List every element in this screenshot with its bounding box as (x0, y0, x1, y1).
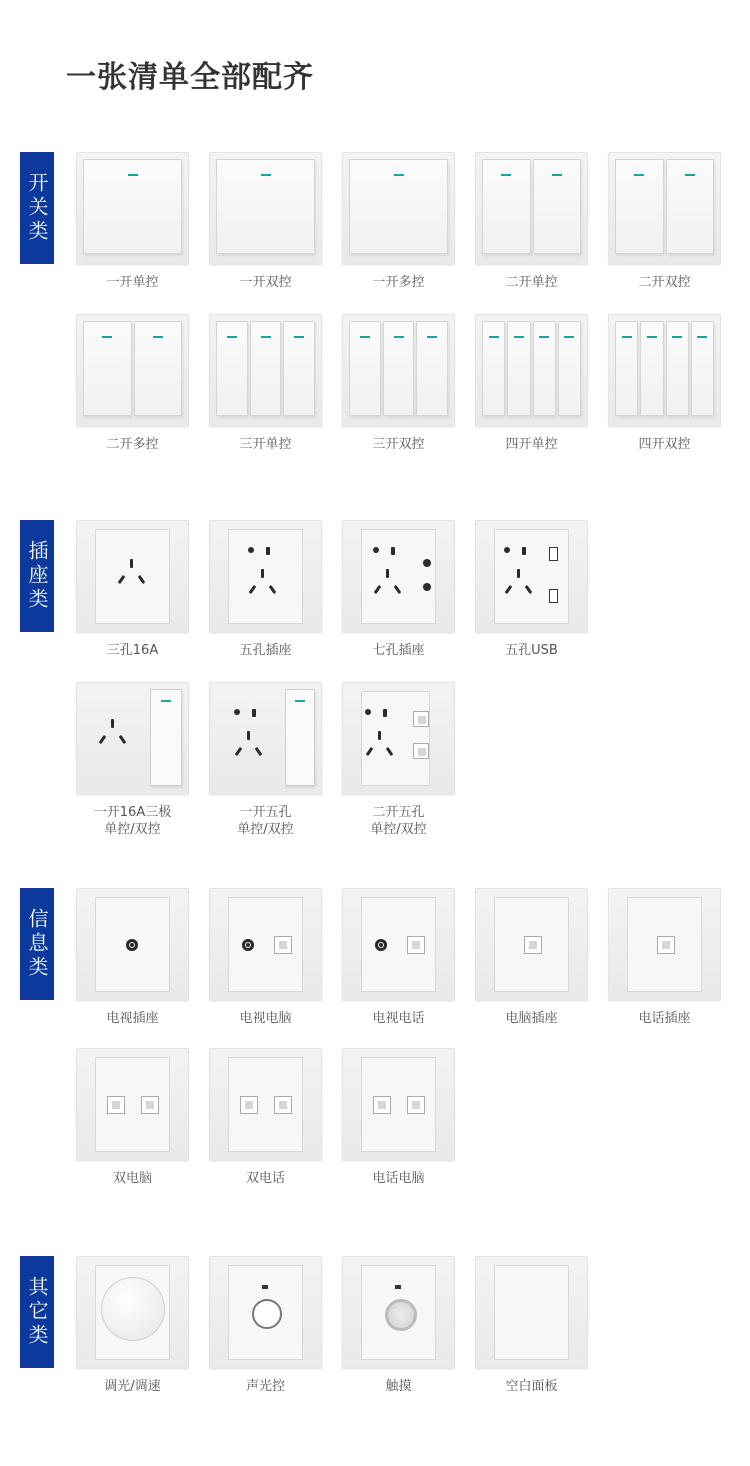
switches-item[interactable] (209, 152, 322, 291)
indicator-led (295, 700, 305, 702)
sockets-panel-image (209, 520, 322, 633)
phone-port (657, 936, 675, 954)
socket-hole (234, 709, 240, 715)
panel-frame (494, 1265, 569, 1360)
sockets-item[interactable] (209, 682, 322, 838)
sockets-item[interactable] (76, 520, 189, 659)
other-caption: 声光控 (245, 1379, 285, 1394)
sockets-panel-image (342, 520, 455, 633)
switch-key (383, 321, 415, 416)
info-panel-image (342, 1048, 455, 1161)
switch-key (666, 321, 689, 416)
sockets-item[interactable] (342, 682, 455, 838)
switches-panel-image (475, 314, 588, 427)
panel-frame (361, 691, 430, 786)
sockets-item[interactable] (475, 520, 588, 659)
switch-key (216, 321, 248, 416)
switches-item[interactable] (475, 152, 588, 291)
indicator-led (227, 336, 237, 338)
page-title: 一张清单全部配齐 (66, 60, 314, 95)
indicator-led (394, 174, 404, 176)
switch-key (482, 321, 505, 416)
sockets-item[interactable] (76, 682, 189, 838)
switches-item[interactable] (608, 314, 721, 453)
phone-port (240, 1096, 258, 1114)
switch-key (150, 689, 182, 786)
switch-keys (83, 321, 182, 416)
switch-keys (349, 321, 448, 416)
other-item[interactable] (342, 1256, 455, 1395)
network-port (107, 1096, 125, 1114)
switches-item[interactable] (342, 314, 455, 453)
indicator-led (672, 336, 682, 338)
sockets-caption: 一开五孔 单控/双控 (237, 805, 294, 837)
switch-key (349, 159, 448, 254)
switches-item[interactable] (608, 152, 721, 291)
socket-hole (383, 709, 387, 717)
switch-key (507, 321, 530, 416)
usb-port (549, 589, 558, 603)
switch-key (216, 159, 315, 254)
switch-key (691, 321, 714, 416)
other-caption: 调光/调速 (104, 1379, 161, 1394)
other-panel-image (209, 1256, 322, 1369)
panel-frame (361, 529, 436, 624)
indicator-led (489, 336, 499, 338)
indicator-led (261, 174, 271, 176)
info-caption: 电脑插座 (505, 1011, 558, 1026)
phone-port (274, 1096, 292, 1114)
info-item[interactable] (76, 1048, 189, 1187)
socket-hole (504, 547, 510, 553)
panel-frame (494, 529, 569, 624)
sockets-panel-image (76, 520, 189, 633)
socket-hole (235, 747, 243, 756)
sockets-caption: 一开16A三极 单控/双控 (93, 805, 172, 837)
indicator-led (501, 174, 511, 176)
switches-caption: 三开单控 (239, 437, 292, 452)
category-other: 其它类 (20, 1256, 54, 1368)
switch-key (482, 159, 531, 254)
tv-port (375, 939, 387, 951)
info-item[interactable] (209, 1048, 322, 1187)
socket-hole (423, 559, 431, 567)
switches-panel-image (76, 152, 189, 265)
socket-hole (111, 719, 114, 728)
switch-key (250, 321, 282, 416)
info-caption: 电视电脑 (239, 1011, 292, 1026)
switch-key (533, 321, 556, 416)
sockets-item[interactable] (342, 520, 455, 659)
sockets-panel-image (76, 682, 189, 795)
indicator-led (647, 336, 657, 338)
network-port (141, 1096, 159, 1114)
panel-frame (95, 529, 170, 624)
socket-hole (517, 569, 520, 578)
tv-port (126, 939, 138, 951)
indicator-led (128, 174, 138, 176)
info-panel-image (209, 888, 322, 1001)
indicator-led (395, 1285, 401, 1289)
switch-key (558, 321, 581, 416)
info-item[interactable] (342, 1048, 455, 1187)
switches-item[interactable] (342, 152, 455, 291)
indicator-led (161, 700, 171, 702)
info-item[interactable] (608, 888, 721, 1027)
switch-keys (615, 159, 714, 254)
touch-button (385, 1299, 417, 1331)
info-panel-image (608, 888, 721, 1001)
socket-hole (130, 559, 133, 568)
indicator-led (294, 336, 304, 338)
switches-caption: 二开双控 (638, 275, 691, 290)
switches-caption: 一开双控 (239, 275, 292, 290)
other-item[interactable] (475, 1256, 588, 1395)
indicator-led (427, 336, 437, 338)
sockets-caption: 五孔插座 (239, 643, 292, 658)
switches-panel-image (342, 314, 455, 427)
switch-key (283, 321, 315, 416)
socket-hole (423, 583, 431, 591)
socket-hole (252, 709, 256, 717)
phone-port (407, 936, 425, 954)
indicator-led (153, 336, 163, 338)
other-panel-image (475, 1256, 588, 1369)
indicator-led (360, 336, 370, 338)
other-caption: 触摸 (385, 1379, 412, 1394)
other-panel-image (76, 1256, 189, 1369)
sockets-caption: 五孔USB (505, 643, 558, 658)
info-panel-image (342, 888, 455, 1001)
indicator-led (394, 336, 404, 338)
socket-hole (99, 735, 107, 744)
switches-item[interactable] (76, 314, 189, 453)
indicator-led (514, 336, 524, 338)
switch-keys (482, 321, 581, 416)
switches-panel-image (76, 314, 189, 427)
switches-panel-image (475, 152, 588, 265)
switches-panel-image (608, 152, 721, 265)
info-panel-image (76, 1048, 189, 1161)
socket-hole (373, 547, 379, 553)
sockets-panel-image (475, 520, 588, 633)
category-switch: 开关类 (20, 152, 54, 264)
info-item[interactable] (342, 888, 455, 1027)
socket-hole (248, 547, 254, 553)
other-item[interactable] (209, 1256, 322, 1395)
sockets-panel-image (342, 682, 455, 795)
socket-hole (378, 731, 381, 740)
info-item[interactable] (209, 888, 322, 1027)
category-socket: 插座类 (20, 520, 54, 632)
info-item[interactable] (76, 888, 189, 1027)
network-port (524, 936, 542, 954)
switches-caption: 四开单控 (505, 437, 558, 452)
usb-port (549, 547, 558, 561)
switch-key (134, 321, 183, 416)
indicator-led (262, 1285, 268, 1289)
switch-key (349, 321, 381, 416)
info-caption: 电视插座 (106, 1011, 159, 1026)
socket-hole (365, 709, 371, 715)
info-caption: 电话插座 (638, 1011, 691, 1026)
network-port (407, 1096, 425, 1114)
socket-hole (266, 547, 270, 555)
switches-item[interactable] (209, 314, 322, 453)
other-panel-image (342, 1256, 455, 1369)
switch-keys (216, 159, 315, 254)
info-caption: 电话电脑 (372, 1171, 425, 1186)
switch-key (615, 159, 664, 254)
sound-sensor (252, 1299, 282, 1329)
switches-caption: 一开单控 (106, 275, 159, 290)
switches-panel-image (209, 314, 322, 427)
sockets-caption: 三孔16A (106, 643, 159, 658)
info-item[interactable] (475, 888, 588, 1027)
network-port (274, 936, 292, 954)
switch-key (416, 321, 448, 416)
info-caption: 电视电话 (372, 1011, 425, 1026)
info-caption: 双电话 (245, 1171, 285, 1186)
switch-keys (216, 321, 315, 416)
switch-keys (615, 321, 714, 416)
switches-caption: 三开双控 (372, 437, 425, 452)
switch-key (285, 689, 315, 786)
switches-caption: 一开多控 (372, 275, 425, 290)
switch-keys (83, 159, 182, 254)
switch-key (533, 159, 582, 254)
indicator-led (634, 174, 644, 176)
info-panel-image (209, 1048, 322, 1161)
panel-frame (228, 529, 303, 624)
category-info: 信息类 (20, 888, 54, 1000)
indicator-led (697, 336, 707, 338)
switch-keys (482, 159, 581, 254)
sockets-caption: 二开五孔 单控/双控 (370, 805, 427, 837)
sockets-panel-image (209, 682, 322, 795)
switches-caption: 四开双控 (638, 437, 691, 452)
other-caption: 空白面板 (505, 1379, 558, 1394)
switches-caption: 二开多控 (106, 437, 159, 452)
other-item[interactable] (76, 1256, 189, 1395)
socket-hole (261, 569, 264, 578)
info-panel-image (76, 888, 189, 1001)
switch-key (83, 159, 182, 254)
switch-key (413, 711, 429, 727)
socket-hole (247, 731, 250, 740)
switch-key (640, 321, 663, 416)
indicator-led (552, 174, 562, 176)
info-caption: 双电脑 (112, 1171, 152, 1186)
switch-key (83, 321, 132, 416)
phone-port (373, 1096, 391, 1114)
switch-keys (349, 159, 448, 254)
indicator-led (685, 174, 695, 176)
dimmer-knob (101, 1277, 165, 1341)
indicator-led (102, 336, 112, 338)
switch-key (666, 159, 715, 254)
indicator-led (564, 336, 574, 338)
indicator-led (539, 336, 549, 338)
switches-item[interactable] (475, 314, 588, 453)
info-panel-image (475, 888, 588, 1001)
switches-panel-image (608, 314, 721, 427)
socket-hole (386, 569, 389, 578)
switches-panel-image (209, 152, 322, 265)
indicator-led (622, 336, 632, 338)
socket-hole (255, 747, 263, 756)
socket-hole (119, 735, 127, 744)
socket-hole (391, 547, 395, 555)
switch-key (615, 321, 638, 416)
sockets-item[interactable] (209, 520, 322, 659)
sockets-caption: 七孔插座 (372, 643, 425, 658)
switches-caption: 二开单控 (505, 275, 558, 290)
tv-port (242, 939, 254, 951)
socket-hole (522, 547, 526, 555)
switches-item[interactable] (76, 152, 189, 291)
switch-key (413, 743, 429, 759)
indicator-led (261, 336, 271, 338)
switches-panel-image (342, 152, 455, 265)
